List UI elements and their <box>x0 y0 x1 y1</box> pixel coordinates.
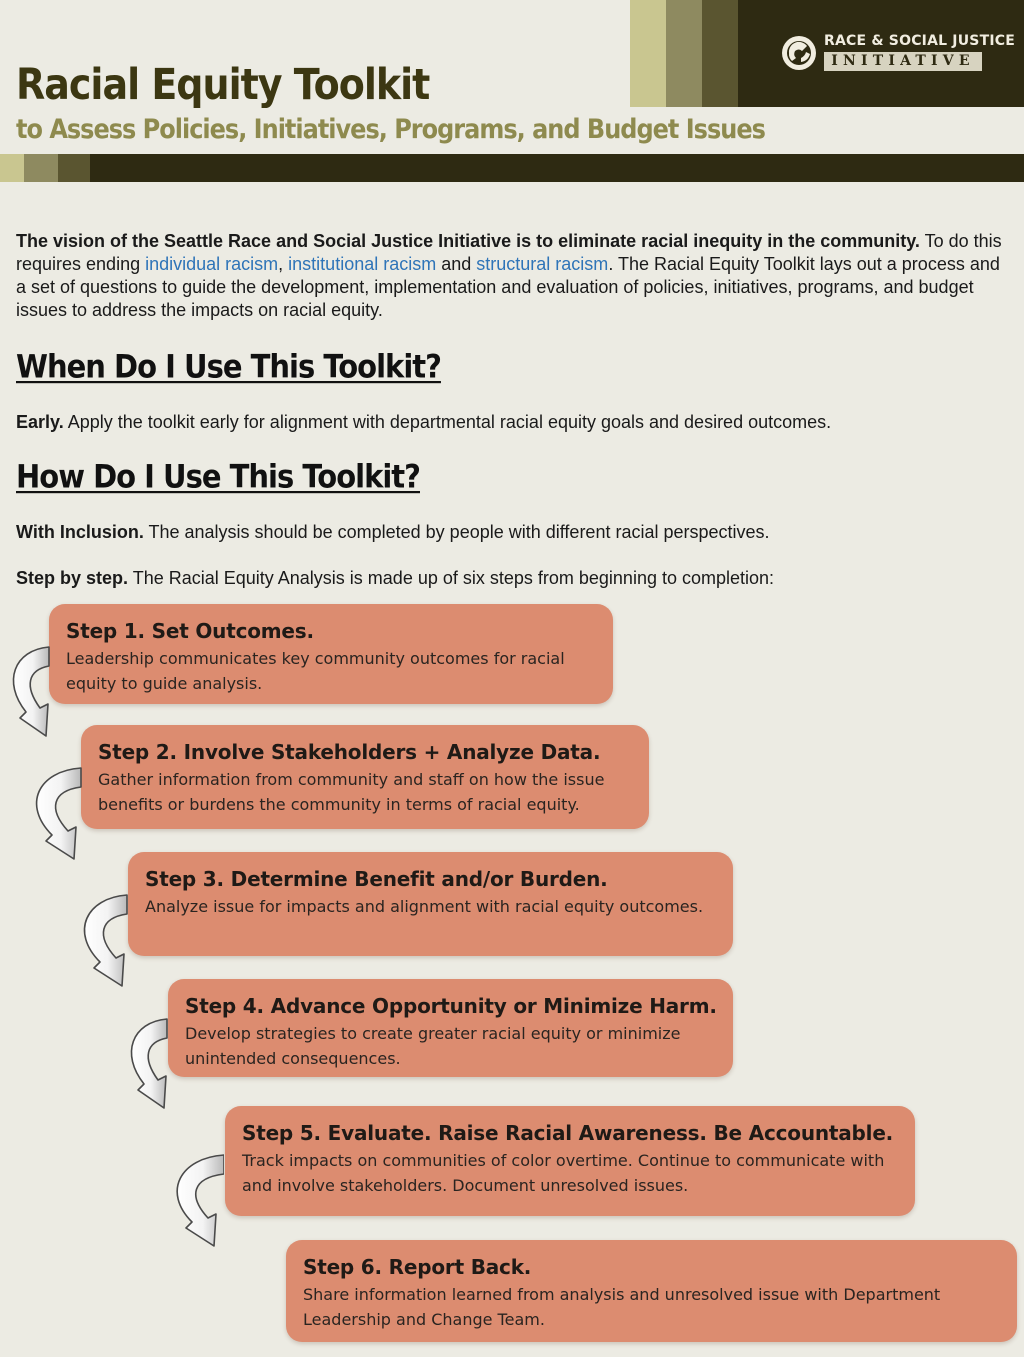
link-structural-racism[interactable]: structural racism <box>476 254 609 274</box>
link-institutional-racism[interactable]: institutional racism <box>288 254 437 274</box>
step-by-step-paragraph <box>16 567 774 590</box>
page-subtitle: to Assess Policies, Initiatives, Programs, and Budget Issues <box>16 114 765 145</box>
intro-sep-2: and <box>436 254 477 274</box>
when-paragraph <box>16 411 831 434</box>
step-5-desc: Track impacts on communities of color overtime. Continue to communicate with and involve stakeholders. Document unresolved issues. <box>242 1151 885 1195</box>
step-3-box <box>128 852 733 956</box>
step-3-desc: Analyze issue for impacts and alignment with racial equity outcomes. <box>145 897 704 916</box>
step-1-desc: Leadership communicates key community outcomes for racial equity to guide analysis. <box>66 649 565 693</box>
step-by-step-bold: Step by step. <box>16 568 129 588</box>
step-by-step-text: The Racial Equity Analysis is made up of six steps from beginning to completion: <box>128 568 775 588</box>
curved-arrow-icon <box>4 644 64 744</box>
step-4-title: Step 4. Advance Opportunity or Minimize Harm. <box>185 994 717 1018</box>
header-bar-light <box>0 154 24 182</box>
header-stripe-dark <box>702 0 738 107</box>
step-5-title: Step 5. Evaluate. Raise Racial Awareness. Be Accountable. <box>242 1121 894 1145</box>
inclusion-text: The analysis should be completed by people with different racial perspectives. <box>143 522 770 542</box>
step-4-box <box>168 979 733 1077</box>
page-title: Racial Equity Toolkit <box>16 60 430 110</box>
curved-arrow-icon <box>72 892 132 992</box>
logo <box>738 0 1024 107</box>
curved-arrow-icon <box>24 765 84 865</box>
intro-bold: The vision of the Seattle Race and Social Justice Initiative is to eliminate racial inequity in the community. <box>16 231 920 251</box>
intro-text-1: To do this requires ending <box>16 231 1002 274</box>
inclusion-bold: With Inclusion. <box>16 522 144 542</box>
step-4-desc: Develop strategies to create greater racial equity or minimize unintended consequences. <box>185 1024 681 1068</box>
header-stripe-light <box>630 0 666 107</box>
when-heading: When Do I Use This Toolkit? <box>16 348 441 386</box>
how-heading: How Do I Use This Toolkit? <box>16 458 420 496</box>
inclusion-paragraph <box>16 521 770 544</box>
logo-line-1: RACE & SOCIAL JUSTICE <box>824 33 1015 49</box>
step-2-title: Step 2. Involve Stakeholders + Analyze Data. <box>98 740 601 764</box>
step-2-desc: Gather information from community and staff on how the issue benefits or burdens the community in terms of racial equity. <box>98 770 605 814</box>
step-5-box <box>225 1106 915 1216</box>
step-6-box <box>286 1240 1017 1342</box>
header-stripe-mid <box>666 0 702 107</box>
intro-paragraph <box>16 230 1011 322</box>
step-2-box <box>81 725 649 829</box>
curved-arrow-icon <box>122 1016 182 1116</box>
link-individual-racism[interactable]: individual racism <box>145 254 279 274</box>
step-6-title: Step 6. Report Back. <box>303 1255 532 1279</box>
step-1-box <box>49 604 613 704</box>
header-bar-dark <box>58 154 90 182</box>
curved-arrow-icon <box>164 1152 224 1252</box>
when-bold: Early. <box>16 412 64 432</box>
seattle-seal-icon <box>780 34 818 72</box>
when-text: Apply the toolkit early for alignment with departmental racial equity goals and desired outcomes. <box>63 412 832 432</box>
header-bar-mid <box>24 154 58 182</box>
step-3-title: Step 3. Determine Benefit and/or Burden. <box>145 867 608 891</box>
header-bar-darkest <box>90 154 1024 182</box>
intro-sep-1: , <box>278 254 289 274</box>
step-6-desc: Share information learned from analysis and unresolved issue with Department Leadership and Change Team. <box>303 1285 941 1329</box>
step-1-title: Step 1. Set Outcomes. <box>66 619 314 643</box>
header <box>0 0 1024 185</box>
logo-line-2: INITIATIVE <box>824 52 982 71</box>
intro-text-2: . The Racial Equity Toolkit lays out a process and a set of questions to guide the development, implementation and evaluation of policies, initiatives, programs, and budget issues to address the impacts on racial equity. <box>16 254 1000 320</box>
